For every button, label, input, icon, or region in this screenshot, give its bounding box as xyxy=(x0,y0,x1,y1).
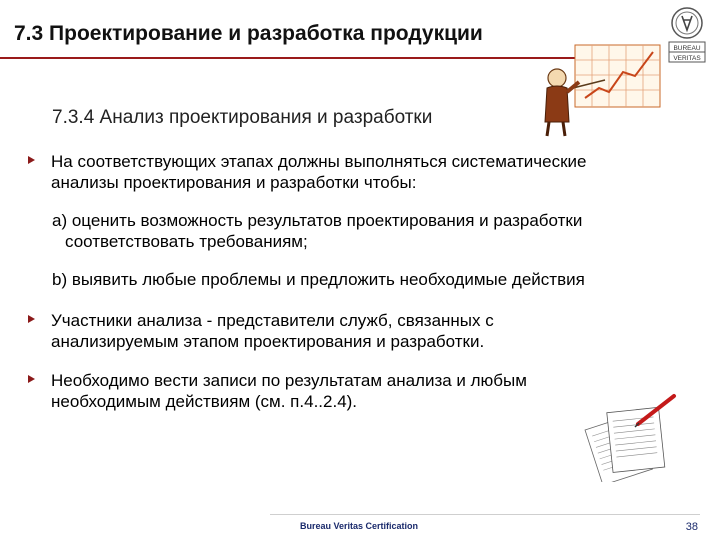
bullet-arrow-icon xyxy=(28,375,35,383)
footer-divider xyxy=(270,514,700,515)
bullet-text-line: необходимым действиям (см. п.4..2.4). xyxy=(51,392,358,411)
sub-item-text-line: b) выявить любые проблемы и предложить необходимые действия xyxy=(52,270,585,289)
documents-with-pen-illustration xyxy=(580,392,680,482)
bullet-text-line: Необходимо вести записи по результатам анализа и любым xyxy=(51,371,527,390)
sub-item-text-line: соответствовать требованиям; xyxy=(65,232,308,251)
svg-text:BUREAU: BUREAU xyxy=(673,45,701,52)
bullet-arrow-icon xyxy=(28,315,35,323)
bullet-text-line: анализируемым этапом проектирования и разработки. xyxy=(51,332,485,351)
title-underline xyxy=(0,57,580,59)
bullet-text-line: На соответствующих этапах должны выполняться систематические xyxy=(51,152,587,171)
slide-title: 7.3 Проектирование и разработка продукции xyxy=(14,22,483,45)
sub-item-text-line: а) оценить возможность результатов проектирования и разработки xyxy=(52,211,583,230)
svg-text:VERITAS: VERITAS xyxy=(673,55,701,62)
sub-item xyxy=(52,269,702,290)
bullet-text-line: анализы проектирования и разработки чтобы: xyxy=(51,173,417,192)
section-subtitle: 7.3.4 Анализ проектирования и разработки xyxy=(52,107,433,128)
bureau-veritas-logo xyxy=(666,6,708,64)
sub-item xyxy=(52,210,702,252)
presenter-with-chart-illustration xyxy=(535,40,665,140)
page-number: 38 xyxy=(685,521,698,533)
bullet-arrow-icon xyxy=(28,156,35,164)
bullet-text-line: Участники анализа - представители служб, связанных с xyxy=(51,311,494,330)
footer-company: Bureau Veritas Certification xyxy=(300,521,419,531)
